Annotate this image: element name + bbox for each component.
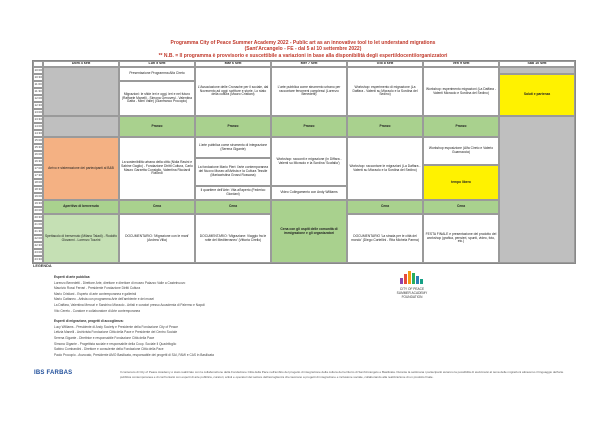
thursday-morning: Workshop: esperimento di migrazione (La Daffara - Valenti su Micraolo e la Sordina del Sedino): [347, 67, 423, 116]
tuesday-dinner: Cena: [195, 200, 271, 214]
migration-heading: Esperti di migrazione, progetti di accoglienza:: [54, 319, 124, 324]
sunday-welcome-aperitivo: Aperitivo di benvenuto: [43, 200, 119, 214]
time-label: 17:30: [33, 172, 43, 179]
ibs-farbas-logo: IBS FARBAS: [34, 370, 73, 376]
tuesday-afternoon-1: L'arte pubblica come strumento di integrazione (Serena Gigante): [195, 137, 271, 158]
tuesday-evening: DOCUMENTARIO: 'Migrazione: Viaggio fra le rotte del Mediterraneo' (Vittoria Cirello): [195, 214, 271, 263]
monday-afternoon: La sostenibilità urbana della città (Nidia Rasini e Sabine Gaglio) - Fondazione Diritti Cultura, Carlo Mauro Garzetta Consiglio, Valentina Ricciardi Rotondi: [119, 137, 195, 200]
time-label: 11:00: [33, 81, 43, 88]
saturday-empty-top: [499, 67, 575, 74]
time-label: 19:00: [33, 193, 43, 200]
thursday-dinner: Cena: [347, 200, 423, 214]
svg-text:CITY OF PEACE: CITY OF PEACE: [399, 287, 425, 291]
expert-item: Mario Cattaneo - Artista con programma Arte dell'ambiente e dei musei: [54, 297, 154, 302]
svg-text:SUMMER ACADEMY: SUMMER ACADEMY: [396, 291, 428, 295]
time-label: 13:30: [33, 116, 43, 123]
time-label: 20:30: [33, 214, 43, 221]
time-label: 13:00: [33, 109, 43, 116]
time-label: 11:30: [33, 88, 43, 95]
migration-item: Serena Gigante - Direttrice e responsabile Fondazione Città della Pace: [54, 335, 155, 340]
friday-dinner: Cena: [423, 200, 499, 214]
monday-lunch: Pranzo: [119, 116, 195, 137]
thursday-afternoon: Workshop: raccontare le migrazioni (La Daffara - Valenti su Micraolo e la Sordina del Sedino): [347, 137, 423, 200]
time-label: 23:30: [33, 256, 43, 263]
migration-item: Lucy Williams - Presidente di Andy Society e Presidente della Fondazione City of Peace: [54, 324, 179, 329]
time-label: 17:00: [33, 165, 43, 172]
time-label: 10:00: [33, 67, 43, 74]
day-header: Mar 6 sett: [195, 61, 271, 67]
saturday-departure: Saluti e partenza: [499, 74, 575, 116]
time-label: 19:30: [33, 200, 43, 207]
time-label: 18:00: [33, 179, 43, 186]
monday-dinner: Cena: [119, 200, 195, 214]
day-header: Dom 4 sett: [43, 61, 119, 67]
wednesday-community-dinner: Cena con gli ospiti delle comunità di immigrazione e gli organizzatori: [271, 200, 347, 263]
friday-free-time: tempo libero: [423, 165, 499, 200]
document-title: [32, 40, 574, 59]
title-line-1: Programma City of Peace Summer Academy 2022 - Public art as an innovative tool to let understand migrations: [170, 40, 436, 46]
thursday-evening: DOCUMENTARIO 'La strada per le città del mondo' (Diego Cortellini - Rita Michela Parma): [347, 214, 423, 263]
expert-item: La Daffara, Valentina Mercuri e Sandrino Micraolo - Artisti e curatori presso Accademia di Palermo e Napoli: [54, 302, 205, 307]
time-label: 12:00: [33, 95, 43, 102]
wednesday-morning: L'arte pubblica come strumento urbano per raccontare fenomeni complessi (Lorenzo Benedetti): [271, 67, 347, 116]
friday-afternoon: Workshop esposizione (Alfa Cireto e Valerio Guarnaccia): [423, 137, 499, 165]
time-label: 22:30: [33, 242, 43, 249]
schedule-table: [32, 60, 576, 264]
time-label: 21:30: [33, 228, 43, 235]
day-header: Gio 8 sett: [347, 61, 423, 67]
day-header: Lun 5 sett: [119, 61, 195, 67]
sunday-arrival: Arrivo e sistemazione dei partecipanti al B&B: [43, 137, 119, 200]
tuesday-lunch: Pranzo: [195, 116, 271, 137]
time-label: 23:00: [33, 249, 43, 256]
wednesday-afternoon: Workshop: racconti e migrazione (in Diffara - Valenti su Micraolo e la Sordina 'Scafalia'): [271, 137, 347, 186]
experts-notes: [54, 275, 434, 358]
tuesday-late: Il quartiere dell'Arte: Vita all'aperto (Federico Giordani): [195, 186, 271, 200]
time-label: 18:30: [33, 186, 43, 193]
wednesday-lunch: Pranzo: [271, 116, 347, 137]
expert-item: Vito Cereto - Curatore e collaboratore di Arte contemporanea: [54, 308, 141, 313]
wednesday-late: Video Collegamento con Andy Williams: [271, 186, 347, 200]
legend-title: LEGENDA: [33, 264, 52, 268]
monday-evening: DOCUMENTARIO: 'Migrazione con le mani' (Andrea Villa): [119, 214, 195, 263]
friday-final-party: FESTA FINALE e presentazione del prodotto del workshop (grafica, pensieri, spunti, video, foto, etc.): [423, 214, 499, 263]
time-label: 12:30: [33, 102, 43, 109]
expert-item: Maurizio Rossi Ferrari - Presidente Fondazione Diritti Cultura: [54, 286, 141, 291]
expert-item: Mario Cristiani - Esperto di arte contemporanea e galleristi: [54, 291, 137, 296]
migration-item: Sabino Combardini - Direttore e consulente della Fondazione Città della Pace: [54, 347, 164, 352]
time-label: 15:00: [33, 137, 43, 144]
day-header: Ven 9 sett: [423, 61, 499, 67]
city-of-peace-logo-icon: [384, 270, 440, 304]
svg-text:FOUNDATION: FOUNDATION: [401, 295, 423, 299]
friday-morning: Workshop: esperimento migrazioni (La Daffara - Valenti Micraolo e Sordina del Sedino): [423, 67, 499, 116]
day-header: Sab 10 sett: [499, 61, 575, 67]
sunday-morning-empty: [43, 67, 119, 116]
migration-item: Paolo Procopio - Avvocato, Presidente AMO Basilicata, responsabile dei progetti di SAI, FAMI e CAS in Basilicata: [54, 352, 214, 357]
time-label: 15:30: [33, 144, 43, 151]
sunday-lunch-empty: [43, 116, 119, 137]
title-line-2: (Sant'Arcangelo - FE - dal 5 al 10 settembre 2022): [244, 46, 362, 53]
time-label: 20:00: [33, 207, 43, 214]
sunday-evening-show: Spettacolo di benvenuto (Milano Taladi) - Rodolfo Giovanni - Lorenzo Tozzini: [43, 214, 119, 263]
city-of-peace-logo: [384, 270, 440, 304]
time-label: 22:00: [33, 235, 43, 242]
time-label: 10:30: [33, 74, 43, 81]
time-label: 14:00: [33, 123, 43, 130]
time-label: 14:30: [33, 130, 43, 137]
monday-intro: Presentazione Programma Alfa Cireto: [119, 67, 195, 81]
migration-item: Letizia Manelli - Archivista Fondazione Città della Pace e Presidente del Centro Sociale: [54, 330, 178, 335]
title-line-3: ** N.B. = Il programma è provvisorio e suscettibile a variazioni in base alla disponibilità degli esperti/docenti/organizzatori: [158, 52, 448, 59]
expert-item: Lorenzo Benedetti - Direttore Arte, direttore e direttore di museo Palazzo Valle a Castelnuovo: [54, 280, 186, 285]
time-label: 21:00: [33, 221, 43, 228]
thursday-lunch: Pranzo: [347, 116, 423, 137]
saturday-empty: [499, 116, 575, 263]
time-label: 16:00: [33, 151, 43, 158]
tuesday-afternoon-2: La fondazione Mario Pieri: l'arte contemporanea del Nuovo Museo all'Artista e la Cultura Tessile (Mariacristina Grossi Rossana): [195, 158, 271, 186]
experts-heading: Esperti di arte pubblica:: [54, 275, 91, 279]
migration-item: Simona Gigante - Progettista sociale e responsabile della Coop. Sociale Il Quadrifoglio: [54, 341, 177, 346]
friday-lunch: Pranzo: [423, 116, 499, 137]
time-label: 16:30: [33, 158, 43, 165]
day-header: Mer 7 sett: [271, 61, 347, 67]
monday-morning: Migrazioni: le sfide ieri e oggi, ieri e nel futuro (Raffaele Manelli - Simona Genovesi - Valentina Gatta - Mimi Valle) (Gianfranco Procopio): [119, 81, 195, 116]
tuesday-morning: L'Associazione delle Cronache per il sociale, dal Novecento ad oggi: scritture e storie. Lo stato della cultura (Mauro Cristiani): [195, 67, 271, 116]
footer-text: Il contenuto di City of Peace Academy è stato realizzato con la collaborazione della Fondazione Città della Pace nell'ambito del progetto di integrazione della cultura del territorio di Sant'Arcangelo e Basilicata. Durante la settimana i partecipanti avranno la possibilità di avvicinarsi al tema delle migrazioni attraverso il linguaggio dell'arte pubblica contemporanea e di confrontarsi con esperti di arte pubblica, curatori, artisti e operatori del settore dell'accoglienza che lavorano a progetti di integrazione e inclusione sociale, collaborando alla realizzazione di un prodotto finale.: [120, 370, 564, 379]
